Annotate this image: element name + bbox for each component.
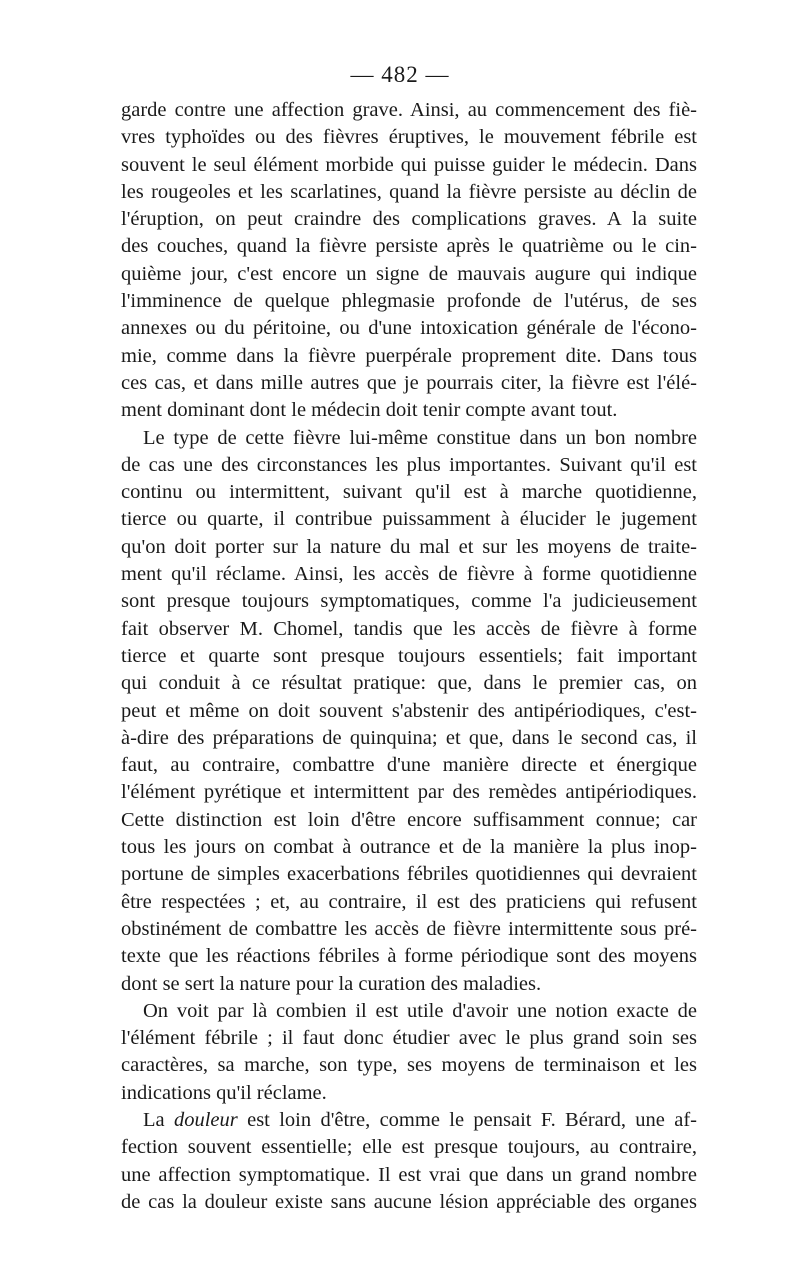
body-text	[121, 97, 697, 1216]
text-line: mie, comme dans la fièvre puerpérale proprement dite. Dans tous	[121, 344, 697, 367]
text-line: être respectées ; et, au contraire, il est des praticiens qui refusent	[121, 890, 697, 913]
text-line: fait observer M. Chomel, tandis que les accès de fièvre à forme	[121, 617, 697, 640]
text-line: souvent le seul élément morbide qui puisse guider le médecin. Dans	[121, 153, 697, 176]
text-line: Le type de cette fièvre lui-même constitue dans un bon nombre	[143, 426, 697, 449]
text-line: l'imminence de quelque phlegmasie profonde de l'utérus, de ses	[121, 290, 697, 313]
text-line: l'éruption, on peut craindre des complications graves. A la suite	[121, 208, 697, 231]
text-line: l'élément fébrile ; il faut donc étudier avec le plus grand soin ses	[121, 1027, 697, 1050]
text-line: des couches, quand la fièvre persiste après le quatrième ou le cin-	[121, 235, 697, 258]
text-line: à-dire des préparations de quinquina; et que, dans le second cas, il	[121, 726, 697, 749]
text-line: vres typhoïdes ou des fièvres éruptives, le mouvement fébrile est	[121, 126, 697, 149]
text-line: portune de simples exacerbations fébriles quotidiennes qui devraient	[121, 863, 697, 886]
text-line: tierce ou quarte, il contribue puissamment à élucider le jugement	[121, 508, 697, 531]
text-line: annexes ou du péritoine, ou d'une intoxication générale de l'écono-	[121, 317, 697, 340]
text-line: dont se sert la nature pour la curation des maladies.	[121, 972, 542, 995]
text-line: une affection symptomatique. Il est vrai que dans un grand nombre	[121, 1163, 697, 1186]
text-line: La douleur est loin d'être, comme le pensait F. Bérard, une af-	[143, 1108, 697, 1131]
text-line: sont presque toujours symptomatiques, comme l'a judicieusement	[121, 590, 697, 613]
text-line: obstinément de combattre les accès de fièvre intermittente sous pré-	[121, 917, 697, 940]
text-line: fection souvent essentielle; elle est presque toujours, au contraire,	[121, 1136, 697, 1159]
text-line: caractères, sa marche, son type, ses moyens de terminaison et les	[121, 1054, 697, 1077]
text-line: ment dominant dont le médecin doit tenir compte avant tout.	[121, 399, 618, 422]
text-line: ment qu'il réclame. Ainsi, les accès de fièvre à forme quotidienne	[121, 563, 697, 586]
text-line: qui conduit à ce résultat pratique: que, dans le premier cas, on	[121, 672, 697, 695]
text-line: continu ou intermittent, suivant qu'il est à marche quotidienne,	[121, 481, 697, 504]
text-line: texte que les réactions fébriles à forme périodique sont des moyens	[121, 945, 697, 968]
text-line: faut, au contraire, combattre d'une manière directe et énergique	[121, 754, 697, 777]
text-line: tierce et quarte sont presque toujours essentiels; fait important	[121, 644, 697, 667]
text-line: garde contre une affection grave. Ainsi, au commencement des fiè-	[121, 99, 697, 121]
text-line: ces cas, et dans mille autres que je pourrais citer, la fièvre est l'élé-	[121, 371, 697, 394]
text-line: On voit par là combien il est utile d'avoir une notion exacte de	[143, 999, 697, 1022]
page-number: — 482 —	[350, 62, 450, 87]
text-line: de cas une des circonstances les plus importantes. Suivant qu'il est	[121, 453, 697, 476]
text-line: peut et même on doit souvent s'abstenir des antipériodiques, c'est-	[121, 699, 697, 722]
text-line: qu'on doit porter sur la nature du mal et sur les moyens de traite-	[121, 535, 697, 558]
text-line: Cette distinction est loin d'être encore suffisamment connue; car	[121, 808, 697, 831]
text-line: l'élément pyrétique et intermittent par des remèdes antipériodiques.	[121, 781, 697, 804]
text-line: quième jour, c'est encore un signe de mauvais augure qui indique	[121, 262, 697, 285]
text-line: de cas la douleur existe sans aucune lésion appréciable des organes	[121, 1190, 697, 1213]
text-line: indications qu'il réclame.	[121, 1081, 327, 1104]
text-line: tous les jours on combat à outrance et de la manière la plus inop-	[121, 836, 697, 859]
text-line: les rougeoles et les scarlatines, quand la fièvre persiste au déclin de	[121, 180, 697, 203]
